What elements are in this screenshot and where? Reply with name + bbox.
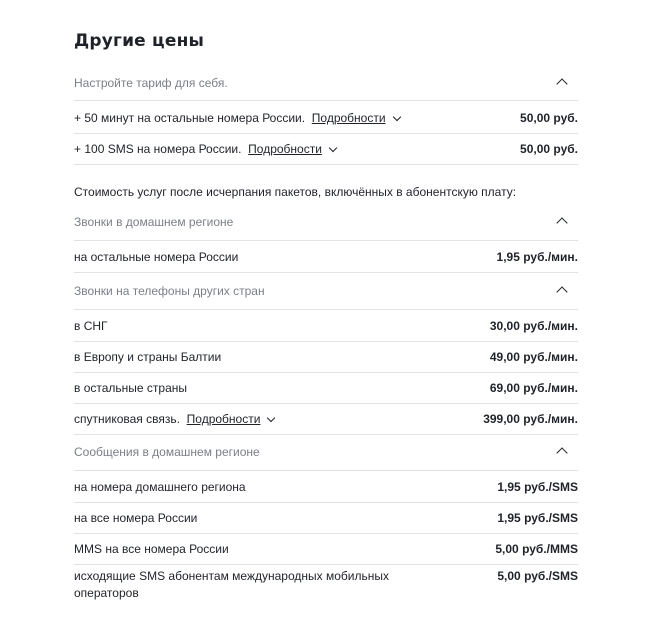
- chevron-down-icon[interactable]: [329, 143, 337, 151]
- section-header-intl-calls[interactable]: [74, 282, 578, 310]
- price-row: [74, 311, 578, 342]
- row-label: в СНГ: [74, 318, 108, 333]
- row-label: исходящие SMS абонентам международных мобильных операторов: [74, 569, 389, 600]
- price-row: [74, 342, 578, 373]
- price-row: [74, 373, 578, 404]
- row-label-text: + 100 SMS на номера России.: [74, 141, 242, 156]
- chevron-up-icon[interactable]: [556, 78, 567, 89]
- row-label-text: спутниковая связь.: [74, 411, 180, 426]
- price-row: [74, 472, 578, 503]
- details-link-text[interactable]: Подробности: [311, 110, 386, 125]
- details-link[interactable]: [245, 141, 336, 158]
- details-link[interactable]: [183, 411, 274, 428]
- chevron-down-icon[interactable]: [267, 413, 275, 421]
- row-label-text: + 50 минут на остальные номера России.: [74, 110, 306, 125]
- row-price: 30,00 руб./мин.: [489, 318, 578, 333]
- price-row: [74, 103, 578, 134]
- row-label: на остальные номера России: [74, 249, 239, 264]
- page-title: Другие цены: [74, 31, 205, 51]
- price-row: [74, 404, 578, 435]
- row-price: 5,00 руб./MMS: [495, 541, 578, 556]
- price-row: [74, 503, 578, 534]
- row-price: 1,95 руб./SMS: [497, 479, 578, 494]
- row-label: на номера домашнего региона: [74, 479, 246, 494]
- chevron-up-icon[interactable]: [556, 447, 567, 458]
- section-header-home-calls[interactable]: [74, 213, 578, 241]
- section-header-label: Настройте тариф для себя.: [74, 76, 228, 90]
- section-header-label: Звонки на телефоны других стран: [74, 284, 265, 298]
- price-row: [74, 534, 578, 565]
- details-link-text[interactable]: Подробности: [186, 411, 261, 426]
- row-price: 1,95 руб./SMS: [497, 510, 578, 525]
- section-header-label: Звонки в домашнем регионе: [74, 215, 234, 229]
- details-link-text[interactable]: Подробности: [248, 141, 322, 156]
- row-label: на все номера России: [74, 510, 198, 525]
- row-price: 50,00 руб.: [520, 141, 578, 156]
- row-price: 50,00 руб.: [520, 110, 578, 125]
- price-row: [74, 242, 578, 273]
- row-price: 49,00 руб./мин.: [489, 349, 578, 364]
- details-link[interactable]: [308, 110, 399, 127]
- section-header-label: Сообщения в домашнем регионе: [74, 445, 260, 459]
- price-row: [74, 568, 578, 604]
- section-header-custom[interactable]: [74, 73, 578, 101]
- after-packages-note: Стоимость услуг после исчерпания пакетов, включённых в абонентскую плату:: [74, 185, 517, 199]
- price-row: [74, 134, 578, 165]
- row-price: 399,00 руб./мин.: [483, 411, 578, 426]
- chevron-up-icon[interactable]: [556, 286, 567, 297]
- row-label: в Европу и страны Балтии: [74, 349, 222, 364]
- row-price: 1,95 руб./мин.: [496, 249, 578, 264]
- chevron-down-icon[interactable]: [392, 112, 400, 120]
- section-header-messages[interactable]: [74, 443, 578, 471]
- row-label: [74, 141, 336, 158]
- row-label: [74, 110, 400, 127]
- row-label: [74, 411, 274, 428]
- row-label: в остальные страны: [74, 380, 188, 395]
- chevron-up-icon[interactable]: [556, 217, 567, 228]
- row-price: 5,00 руб./SMS: [497, 569, 578, 583]
- row-price: 69,00 руб./мин.: [489, 380, 578, 395]
- row-label: MMS на все номера России: [74, 541, 229, 556]
